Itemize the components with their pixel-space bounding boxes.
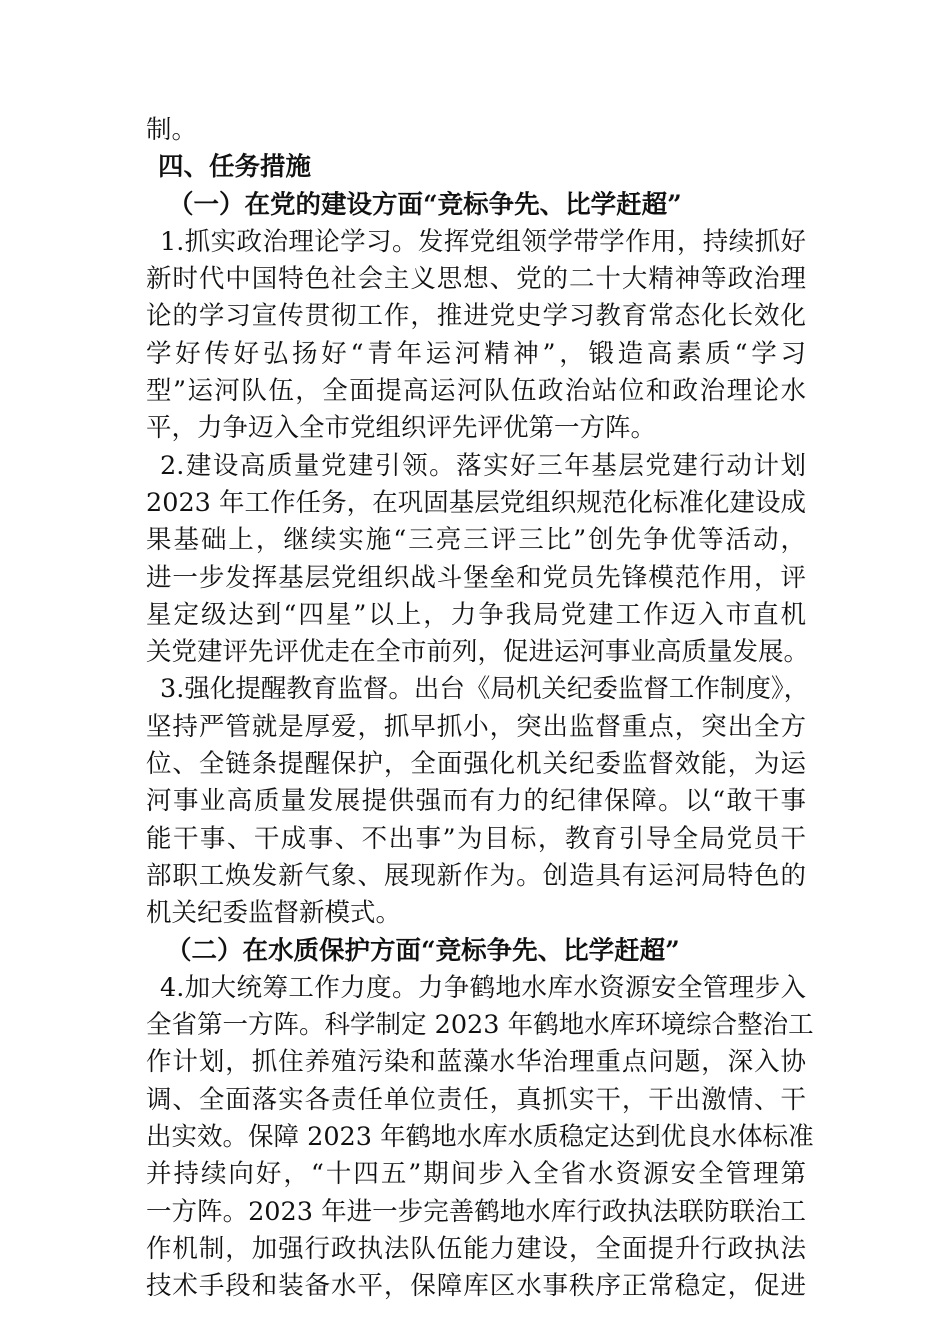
text-line: 机关纪委监督新模式。	[146, 898, 402, 929]
text-line: 调、全面落实各责任单位责任，真抓实干，干出激情、干	[146, 1084, 806, 1115]
text-line: 果基础上，继续实施“三亮三评三比”创先争优等活动，	[146, 525, 806, 556]
subsection-heading: （一）在党的建设方面“竞标争先、比学赶超”	[168, 189, 682, 220]
text-line: 河事业高质量发展提供强而有力的纪律保障。以“敢干事	[146, 786, 806, 817]
document-body	[146, 112, 814, 1306]
section-heading: 四、任务措施	[158, 152, 312, 183]
text-line: 作机制，加强行政执法队伍能力建设，全面提升行政执法	[146, 1233, 806, 1264]
text-line: 一方阵。2023 年进一步完善鹤地水库行政执法联防联治工	[146, 1196, 806, 1227]
subsection-heading: （二）在水质保护方面“竞标争先、比学赶超”	[166, 935, 680, 966]
text-line: 型”运河队伍，全面提高运河队伍政治站位和政治理论水	[146, 376, 806, 407]
text-line: 部职工焕发新气象、展现新作为。创造具有运河局特色的	[146, 860, 806, 891]
text-line: 新时代中国特色社会主义思想、党的二十大精神等政治理	[146, 264, 806, 295]
text-line: 技术手段和装备水平，保障库区水事秩序正常稳定，促进	[146, 1271, 806, 1302]
text-line: 2.建设高质量党建引领。落实好三年基层党建行动计划	[160, 450, 806, 481]
text-line: 能干事、干成事、不出事”为目标，教育引导全局党员干	[146, 823, 806, 854]
text-line: 位、全链条提醒保护，全面强化机关纪委监督效能，为运	[146, 749, 806, 780]
text-line: 星定级达到“四星”以上，力争我局党建工作迈入市直机	[146, 599, 806, 630]
text-line: 1.抓实政治理论学习。发挥党组领学带学作用，持续抓好	[160, 226, 806, 257]
text-line: 关党建评先评优走在全市前列，促进运河事业高质量发展。	[146, 637, 810, 668]
text-line: 平，力争迈入全市党组织评先评优第一方阵。	[146, 413, 657, 444]
text-line: 制。	[146, 115, 198, 145]
text-line: 进一步发挥基层党组织战斗堡垒和党员先锋模范作用，评	[146, 562, 806, 593]
text-line: 4.加大统筹工作力度。力争鹤地水库水资源安全管理步入	[160, 972, 806, 1003]
text-line: 坚持严管就是厚爱，抓早抓小，突出监督重点，突出全方	[146, 711, 806, 742]
text-line: 学好传好弘扬好“青年运河精神”，锻造高素质“学习	[146, 338, 806, 369]
text-line: 并持续向好，“十四五”期间步入全省水资源安全管理第	[146, 1159, 806, 1190]
text-line: 出实效。保障 2023 年鹤地水库水质稳定达到优良水体标准	[146, 1122, 814, 1153]
text-line: 2023 年工作任务，在巩固基层党组织规范化标准化建设成	[146, 487, 806, 518]
text-line: 作计划，抓住养殖污染和蓝藻水华治理重点问题，深入协	[146, 1047, 806, 1078]
text-line: 全省第一方阵。科学制定 2023 年鹤地水库环境综合整治工	[146, 1010, 814, 1041]
text-line: 3.强化提醒教育监督。出台《局机关纪委监督工作制度》，	[160, 674, 810, 705]
text-line: 论的学习宣传贯彻工作，推进党史学习教育常态化长效化	[146, 301, 806, 332]
